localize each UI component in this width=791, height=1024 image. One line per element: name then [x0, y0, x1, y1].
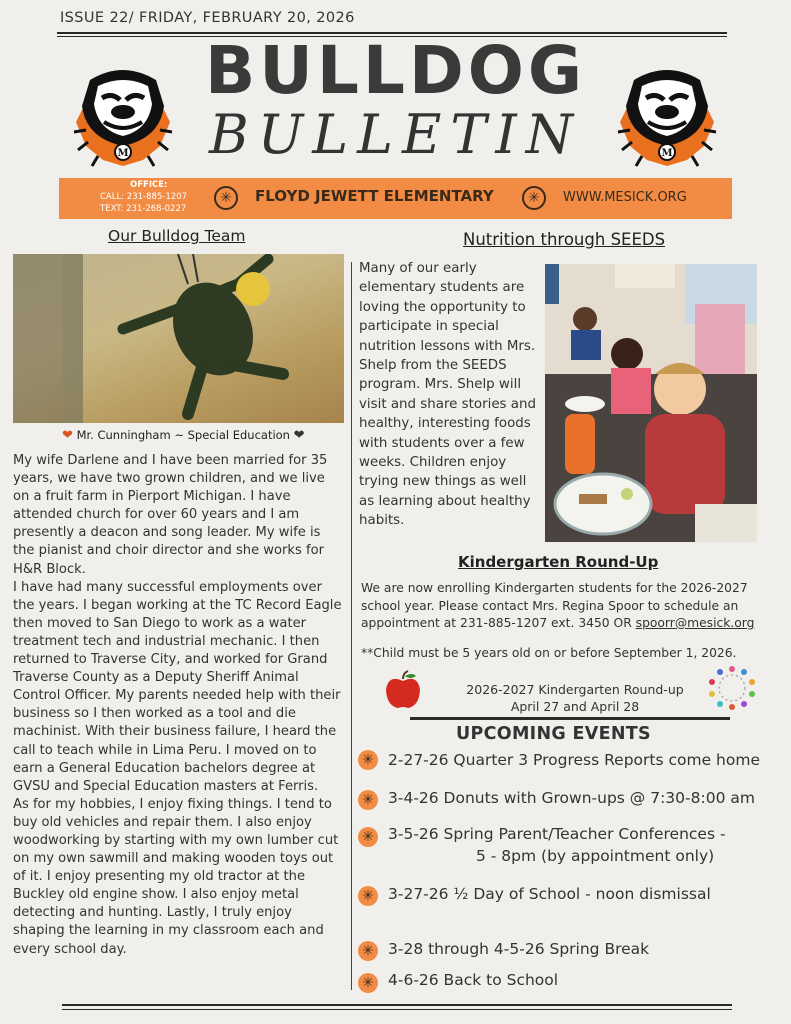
article-paragraph: My wife Darlene and I have been married for 35 years, we have two grown children, and we live on a fruit farm in Pierport Michigan. I have attended church for over 60 years and I am presently a deacon and song leader. My wife is the pianist and choir director and she works for H&R Block.	[13, 453, 328, 577]
event-item-continuation: 5 - 8pm (by appointment only)	[476, 847, 715, 865]
email-link[interactable]: spoorr@mesick.org	[635, 616, 755, 630]
age-requirement-note: **Child must be 5 years old on or before September 1, 2026.	[361, 646, 737, 660]
issue-line: ISSUE 22/ FRIDAY, FEBRUARY 20, 2026	[60, 10, 355, 26]
events-rule	[410, 717, 730, 720]
title-bulletin: BULLETIN	[209, 103, 582, 166]
event-item: 3-5-26 Spring Parent/Teacher Conferences -	[388, 825, 726, 843]
text-label: TEXT:	[100, 204, 124, 214]
seeds-heading: Nutrition through SEEDS	[463, 230, 666, 249]
children-circle-icon	[706, 664, 758, 714]
text-line	[100, 204, 186, 214]
mascot-tag-text: M	[661, 148, 673, 159]
heart-icon: ❤	[62, 428, 73, 443]
event-bullet-icon: ✳	[358, 790, 378, 810]
event-bullet-icon: ✳	[358, 750, 378, 770]
website-link[interactable]: WWW.MESICK.ORG	[563, 190, 687, 205]
mascot-tag-text: M	[117, 148, 129, 159]
article-paragraph: I have had many successful employments over the years. I began working at the TC Record Eagle then moved to San Diego to work as a water treatment tech and industrial mechanic. I then returned to Traverse City, and worked for Grand Traverse County as a Deputy Sheriff Animal Control Officer. My parents needed help with their business so I then worked as a tool and die machinist. With their business failure, I heard the call to teach while in Lima Peru. I moved on to earn a General Education bachelors degree at GVSU and Special Education masters at Ferris.	[13, 579, 342, 794]
asterisk-circle-icon: ✳	[214, 186, 238, 210]
roundup-dates-line1: 2026-2027 Kindergarten Round-up	[466, 682, 684, 697]
heart-icon: ❤	[293, 428, 305, 443]
event-item: 3-28 through 4-5-26 Spring Break	[388, 940, 650, 958]
school-name: FLOYD JEWETT ELEMENTARY	[255, 187, 494, 205]
seeds-article: Many of our early elementary students are loving the opportunity to participate in special nutrition lessons with Mrs. Shelp from the SEEDS program. Mrs. Shelp will visit and share stories and healthy, interesting foods with students over a few weeks. Children enjoy trying new things as well as learning about healthy habits.	[359, 261, 536, 529]
office-label: OFFICE:	[130, 180, 168, 190]
apple-icon	[384, 670, 422, 714]
event-item: 3-4-26 Donuts with Grown-ups @ 7:30-8:00 am	[388, 789, 755, 807]
event-bullet-icon: ✳	[358, 886, 378, 906]
classroom-photo	[545, 264, 757, 542]
skydiver-photo	[13, 254, 344, 423]
call-line	[100, 192, 187, 202]
event-bullet-icon: ✳	[358, 941, 378, 961]
roundup-dates-line2: April 27 and April 28	[510, 699, 640, 714]
event-item: 4-6-26 Back to School	[388, 971, 559, 989]
left-heading: Our Bulldog Team	[108, 227, 246, 245]
profile-article	[13, 452, 343, 959]
bulldog-mascot-logo-right	[612, 60, 722, 170]
roundup-dates	[430, 681, 720, 715]
article-paragraph: As for my hobbies, I enjoy fixing things. I tend to buy old vehicles and repair them. I also enjoy woodworking by starting with my own lumber cut on my own sawmill and making wooden toys out of it. I enjoy presenting my old tractor at the Buckley old engine show. I also enjoy metal detecting and hunting. Lastly, I truly enjoy shaping the learning in my classroom each and every school day.	[13, 796, 339, 957]
caption-text: Mr. Cunningham ~ Special Education	[76, 428, 290, 442]
call-label: CALL:	[100, 192, 125, 202]
asterisk-circle-icon: ✳	[522, 186, 546, 210]
column-divider	[351, 262, 352, 990]
event-bullet-icon: ✳	[358, 827, 378, 847]
kindergarten-body	[361, 580, 781, 633]
bottom-rule-thin	[62, 1009, 732, 1010]
text-number: 231-268-0227	[126, 204, 187, 214]
kindergarten-body-text: We are now enrolling Kindergarten students for the 2026-2027 school year. Please contact Mrs. Regina Spoor to schedule an appointment at 231-885-1207 ext. 3450 OR	[361, 581, 748, 630]
upcoming-events-heading: UPCOMING EVENTS	[456, 724, 651, 744]
event-item: 2-27-26 Quarter 3 Progress Reports come home	[388, 751, 760, 769]
bottom-rule	[62, 1004, 732, 1006]
event-item: 3-27-26 ½ Day of School - noon dismissal	[388, 885, 711, 903]
photo-caption	[62, 428, 305, 443]
title-bulldog: BULLDOG	[204, 32, 587, 109]
call-number: 231-885-1207	[126, 192, 188, 202]
event-bullet-icon: ✳	[358, 973, 378, 993]
bulldog-mascot-logo-left	[68, 60, 178, 170]
kindergarten-heading: Kindergarten Round-Up	[458, 553, 659, 571]
